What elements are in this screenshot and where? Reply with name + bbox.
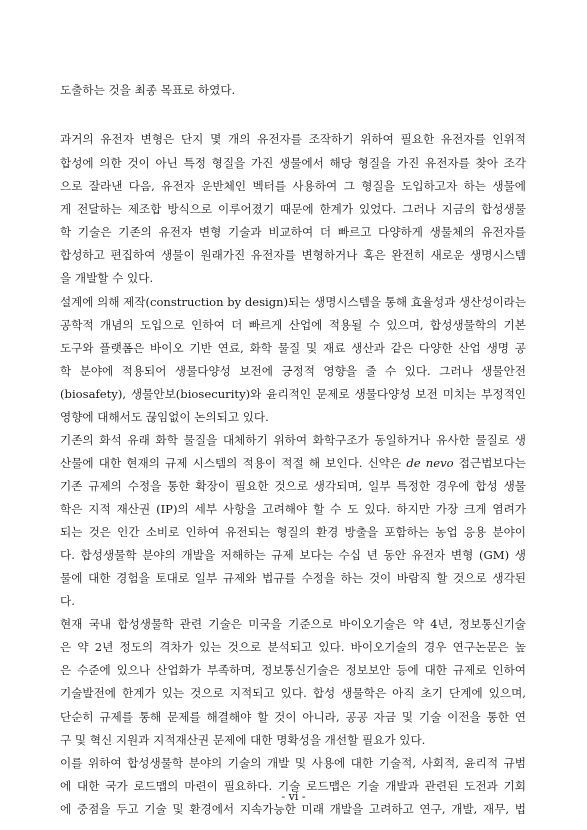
- text-line: 으로 잘라낸 다음, 유전자 운반체인 벡터를 사용하여 그 형질을 도입하고자 하는 생물에: [60, 179, 526, 193]
- text-line: 에 대한 국가 로드맵의 마련이 필요하다. 기술 로드맵은 기술 개발과 관련된 도전과 기회: [60, 779, 526, 793]
- text-line: 합성하고 편집하여 생물이 원래가진 유전자를 변형하거나 혹은 완전히 새로운 생명시스템: [60, 248, 526, 262]
- text-line: 은 약 2년 정도의 격차가 있는 것으로 분석되고 있다. 바이오기술의 경우 연구논문은 높: [60, 640, 526, 654]
- text-line: 도출하는 것을 최종 목표로 하였다.: [60, 83, 236, 97]
- text-line: 공학적 개념의 도입으로 인하여 더 빠르게 산업에 적용될 수 있으며, 합성생물학의 기본: [60, 318, 526, 332]
- text-line: 합성에 의한 것이 아닌 특정 형질을 가진 생물에서 해당 형질을 가진 유전자를 찾아 조각: [60, 156, 526, 170]
- page-number: - vi -: [281, 790, 306, 803]
- text-line: (biosafety), 생물안보(biosecurity)와 윤리적인 문제로 생물다양성 보전 미치는 부정적인: [60, 387, 526, 401]
- text-line: 다.: [60, 594, 75, 608]
- text-line: 학 분야에 적용되어 생물다양성 보전에 긍정적 영향을 줄 수 있다. 그러나 생물안전: [60, 364, 526, 378]
- text-line: 에 중점을 두고 기술 및 환경에서 지속가능한 미래 개발을 고려하고 연구, 개발, 재무, 법: [60, 802, 526, 816]
- text-line: 설계에 의해 제작(construction by design)되는 생명시스템을 통해 효율성과 생산성이라는: [60, 295, 526, 309]
- text-line: 학 기술은 기존의 유전자 변형 기술과 비교하여 더 빠르고 다양하게 생물체의 유전자를: [60, 225, 526, 239]
- text-line: 다. 합성생물학 분야의 개발을 저해하는 규제 보다는 수십 년 동안 유전자 변형 (GM) 생: [60, 548, 526, 562]
- text-line: 도구와 플랫폼은 바이오 기반 연료, 화학 물질 및 재료 생산과 같은 다양한 산업 생명 공: [60, 341, 526, 355]
- text-line: 을 개발할 수 있다.: [60, 271, 154, 285]
- text-line: 기존의 화석 유래 화학 물질을 대체하기 위하여 화학구조가 동일하거나 유사한 물질로 생: [60, 433, 526, 447]
- text-line: 은 수준에 있으나 산업화가 부족하며, 정보통신기술은 정보보안 등에 대한 규제로 인하여: [60, 663, 526, 677]
- text-line: 영향에 대해서도 끊임없이 논의되고 있다.: [60, 410, 269, 424]
- text-line: 산물에 대한 현재의 규제 시스템의 적용이 적절 해 보인다. 신약은 de nevo 접근법보다는: [60, 456, 527, 470]
- text-line: 이를 위하여 합성생물학 분야의 기술의 개발 및 사용에 대한 기술적, 사회적, 윤리적 규범: [60, 756, 526, 770]
- text-line: 되는 것은 인간 소비로 인하여 유전되는 형질의 환경 방출을 포함하는 농업 응용 분야이: [60, 525, 526, 539]
- text-line: 물에 대한 경험을 토대로 일부 규제와 법규를 수정을 하는 것이 바람직 할 것으로 생각된: [60, 571, 526, 585]
- text-line: 단순히 규제를 통해 문제를 해결해야 할 것이 아니라, 공공 자금 및 기술 이전을 통한 연: [60, 710, 526, 724]
- text-line: 기술발전에 한계가 있는 것으로 지적되고 있다. 합성 생물학은 아직 초기 단계에 있으며,: [60, 686, 526, 700]
- text-line: 과거의 유전자 변형은 단지 몇 개의 유전자를 조작하기 위하여 필요한 유전자를 인위적: [60, 132, 526, 146]
- text-line: 학은 지적 재산권 (IP)의 세부 사항을 고려해야 할 수 도 있다. 하지만 가장 크게 염려가: [60, 502, 526, 516]
- text-line: 현재 국내 합성생물학 관련 기술은 미국을 기준으로 바이오기술은 약 4년, 정보통신기술: [60, 617, 526, 631]
- text-line: 게 전달하는 제조합 방식으로 이루어졌기 때문에 한계가 있었다. 그러나 지금의 합성생물: [60, 202, 526, 216]
- text-line: 기존 규제의 수정을 통한 확장이 필요한 것으로 생각되며, 일부 특정한 경우에 합성 생물: [60, 479, 526, 493]
- text-line: 구 및 혁신 지원과 지적재산권 문제에 대한 명확성을 개선할 필요가 있다.: [60, 733, 426, 747]
